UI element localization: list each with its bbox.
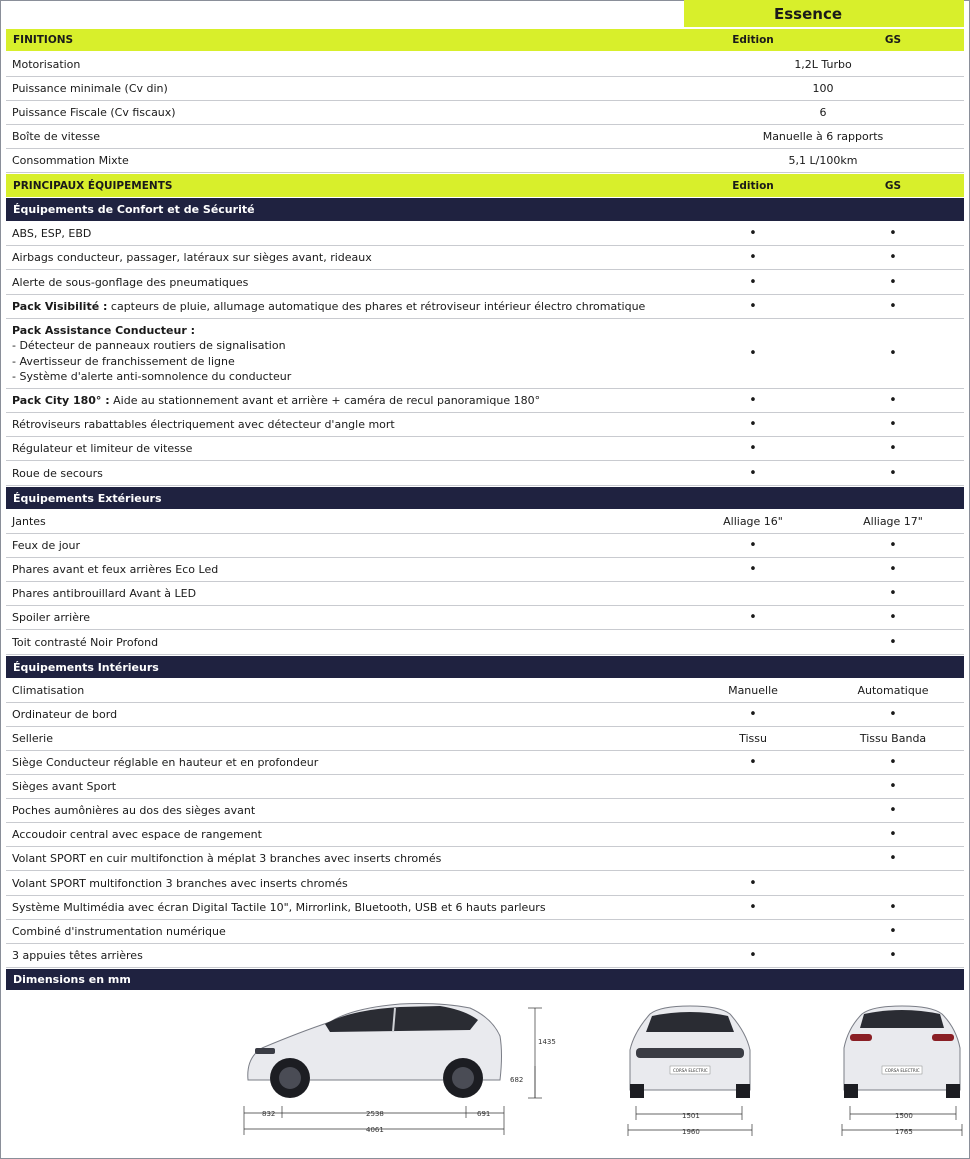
- gs-value: •: [889, 610, 897, 625]
- gs-value: [826, 871, 960, 895]
- gs-value: •: [889, 274, 897, 290]
- equipment-pack-title: Pack Assistance Conducteur :: [12, 323, 195, 337]
- col-gs: GS: [884, 179, 902, 192]
- equipment-label-text: [12, 636, 158, 649]
- equipment-row: [6, 558, 964, 582]
- dimension-drawings: [0, 992, 970, 1152]
- equipment-pack-line: - Système d'alerte anti-somnolence du conducteur: [12, 370, 292, 383]
- equipment-row: [6, 775, 964, 799]
- equipment-row: [6, 510, 964, 534]
- equipment-label-text: [12, 828, 262, 841]
- equipment-label-text: [12, 804, 255, 817]
- equipment-row: [6, 437, 964, 461]
- gs-value: •: [889, 538, 897, 553]
- equipment-label-text: [12, 732, 53, 745]
- gs-value: •: [889, 755, 897, 770]
- equipment-row: [6, 823, 964, 847]
- dim-front-width: 1960: [682, 1128, 700, 1136]
- equipment-row: [6, 944, 964, 968]
- equipment-text: Spoiler arrière: [12, 611, 91, 624]
- col-gs: GS: [884, 34, 902, 46]
- dim-ground: 682: [510, 1076, 524, 1084]
- spec-value: Manuelle à 6 rapports: [762, 130, 884, 143]
- spec-row: [6, 101, 964, 125]
- col-edition: Edition: [732, 179, 774, 192]
- section-dimensions: Dimensions en mm: [6, 969, 964, 990]
- spec-value: 1,2L Turbo: [794, 58, 852, 71]
- equipment-label: [12, 703, 117, 726]
- equipment-text: Volant SPORT multifonction 3 branches avec inserts chromés: [12, 876, 348, 890]
- gs-value: •: [889, 900, 897, 915]
- section-exterieurs: Équipements Extérieurs: [6, 487, 964, 509]
- equipment-row: [6, 871, 964, 896]
- equipment-row: [6, 222, 964, 246]
- equipment-label-text: [12, 467, 103, 480]
- equipment-label-text: [12, 442, 192, 455]
- equipment-row: [6, 703, 964, 727]
- car-side-view: [248, 1004, 502, 1099]
- spec-row: [6, 125, 964, 149]
- equipment-row: [6, 270, 964, 295]
- equipment-row: [6, 534, 964, 558]
- equipment-text: Phares antibrouillard Avant à LED: [12, 587, 197, 600]
- equipment-text: Roue de secours: [12, 466, 103, 480]
- equipment-label: [12, 437, 192, 460]
- equipment-text: Siège Conducteur réglable en hauteur et en profondeur: [12, 756, 319, 769]
- equipment-text: Climatisation: [12, 684, 85, 697]
- spec-value: 100: [812, 82, 834, 95]
- edition-value: •: [749, 610, 757, 625]
- edition-value: [686, 823, 820, 846]
- equipment-pack-title: Pack Visibilité :: [12, 300, 108, 313]
- equipment-label-text: [12, 611, 90, 624]
- edition-value: •: [749, 417, 757, 432]
- edition-value: Alliage 16": [723, 515, 783, 528]
- equipment-text: Aide au stationnement avant et arrière + caméra de recul panoramique 180°: [109, 394, 541, 407]
- equipment-label: [12, 727, 53, 750]
- equipment-row: [6, 606, 964, 630]
- edition-value: [686, 775, 820, 798]
- equipment-label: [12, 295, 645, 318]
- edition-value: •: [749, 707, 757, 722]
- equipment-row: [6, 751, 964, 775]
- gs-value: •: [889, 634, 897, 650]
- equipment-text: Volant SPORT en cuir multifonction à méplat 3 branches avec inserts chromés: [12, 852, 442, 865]
- edition-value: •: [749, 250, 757, 265]
- edition-value: Manuelle: [728, 684, 778, 697]
- edition-value: [686, 799, 820, 822]
- equipment-label-text: [12, 394, 540, 407]
- equipment-label-text: [12, 418, 395, 431]
- spec-row: [6, 149, 964, 173]
- equipment-label: [12, 413, 395, 436]
- gs-value: •: [889, 299, 897, 314]
- equipment-label: [12, 775, 116, 798]
- equipment-label: [12, 679, 84, 702]
- finitions-header: FINITIONS Edition GS: [6, 29, 964, 51]
- edition-value: •: [749, 393, 757, 408]
- gs-value: Alliage 17": [863, 515, 923, 528]
- col-edition: Edition: [732, 34, 774, 46]
- gs-value: •: [889, 779, 897, 794]
- edition-value: [686, 582, 820, 605]
- equipment-text: Alerte de sous-gonflage des pneumatiques: [12, 275, 249, 289]
- edition-value: •: [749, 226, 757, 241]
- gs-value: •: [889, 393, 897, 408]
- edition-value: [686, 920, 820, 943]
- equipment-label-text: [12, 925, 226, 938]
- fuel-type-header: Essence: [684, 0, 964, 27]
- equipment-label-text: [12, 780, 116, 793]
- equipment-pack-line: - Avertisseur de franchissement de ligne: [12, 354, 235, 368]
- equipment-label: [12, 799, 255, 822]
- spec-value: 6: [819, 106, 827, 119]
- front-badge: CORSA ELECTRIC: [673, 1068, 708, 1073]
- dim-length: 4061: [366, 1126, 384, 1134]
- edition-value: •: [749, 562, 757, 577]
- equipment-text: Régulateur et limiteur de vitesse: [12, 442, 193, 455]
- spec-label: Consommation Mixte: [12, 154, 129, 167]
- edition-value: •: [749, 900, 757, 915]
- equipment-row: [6, 896, 964, 920]
- equipment-label: [12, 389, 540, 412]
- dim-rear-overhang: 691: [477, 1110, 491, 1118]
- equipment-label-text: [12, 563, 218, 576]
- equipment-text: Combiné d'instrumentation numérique: [12, 925, 226, 938]
- gs-value: •: [889, 346, 897, 361]
- spec-label: Puissance Fiscale (Cv fiscaux): [12, 106, 176, 119]
- car-rear-view: [844, 1006, 960, 1098]
- dim-rear-width: 1765: [895, 1128, 913, 1136]
- gs-value: •: [889, 948, 897, 963]
- equipment-label-text: [12, 756, 318, 769]
- edition-value: [686, 847, 820, 870]
- gs-value: •: [889, 803, 897, 818]
- equipment-text: Feux de jour: [12, 539, 80, 552]
- gs-value: •: [889, 586, 897, 601]
- spec-label: Puissance minimale (Cv din): [12, 82, 168, 95]
- equipment-label-text: [12, 708, 117, 721]
- equipment-label: [12, 606, 90, 629]
- equipment-row: [6, 920, 964, 944]
- equipment-row: [6, 246, 964, 270]
- dim-front-track: 1501: [682, 1112, 700, 1120]
- equipment-label: [12, 751, 318, 774]
- equipment-label-text: [12, 852, 441, 865]
- equipment-row: [6, 295, 964, 319]
- equipment-text: Système Multimédia avec écran Digital Tactile 10", Mirrorlink, Bluetooth, USB et 6 hauts parleurs: [12, 901, 546, 914]
- equipment-label: [12, 896, 546, 919]
- car-front-view: [630, 1006, 750, 1098]
- dim-height: 1435: [538, 1038, 556, 1046]
- equipment-label: [12, 847, 441, 870]
- equipment-label: [12, 558, 218, 581]
- equipment-label: [12, 270, 248, 294]
- equipment-row: [6, 630, 964, 655]
- equipment-row: [6, 389, 964, 413]
- equipment-row: [6, 679, 964, 703]
- edition-value: •: [749, 465, 757, 481]
- equipment-label: [12, 222, 91, 245]
- equipment-label-text: [12, 901, 546, 914]
- gs-value: •: [889, 851, 897, 866]
- gs-value: •: [889, 827, 897, 842]
- equipment-label-text: [12, 251, 372, 264]
- gs-value: •: [889, 417, 897, 432]
- equipment-text: Rétroviseurs rabattables électriquement avec détecteur d'angle mort: [12, 418, 395, 431]
- edition-value: •: [749, 274, 757, 290]
- edition-value: Tissu: [739, 732, 767, 745]
- equipment-label: [12, 630, 158, 654]
- equipment-text: ABS, ESP, EBD: [12, 227, 92, 240]
- equipment-text: Sièges avant Sport: [12, 780, 117, 793]
- equipment-label: [12, 823, 262, 846]
- equipment-label: [12, 944, 143, 967]
- edition-value: •: [749, 948, 757, 963]
- equipment-label: [12, 920, 226, 943]
- equipment-text: Airbags conducteur, passager, latéraux sur sièges avant, rideaux: [12, 251, 372, 264]
- gs-value: •: [889, 562, 897, 577]
- equipment-text: capteurs de pluie, allumage automatique des phares et rétroviseur intérieur électro chromatique: [107, 300, 646, 313]
- equipment-pack-title: Pack City 180° :: [12, 394, 110, 407]
- edition-value: •: [749, 299, 757, 314]
- equipment-row: [6, 413, 964, 437]
- edition-value: •: [749, 755, 757, 770]
- dim-rear-track: 1500: [895, 1112, 913, 1120]
- equipment-label: [12, 534, 80, 557]
- gs-value: •: [889, 924, 897, 939]
- edition-value: •: [749, 346, 757, 361]
- equipment-label: [12, 582, 196, 605]
- edition-value: [686, 630, 820, 654]
- equipment-text: Sellerie: [12, 732, 53, 745]
- equipment-label: [12, 871, 348, 895]
- edition-value: •: [749, 875, 757, 891]
- gs-value: Automatique: [857, 684, 929, 697]
- equipment-label-text: [12, 300, 645, 313]
- edition-value: •: [749, 441, 757, 456]
- equipements-header: PRINCIPAUX ÉQUIPEMENTS Edition GS: [6, 174, 964, 197]
- section-interieurs: Équipements Intérieurs: [6, 656, 964, 678]
- equipment-label-text: [12, 684, 84, 697]
- gs-value: •: [889, 707, 897, 722]
- spec-label: Boîte de vitesse: [12, 130, 101, 143]
- rear-badge: CORSA ELECTRIC: [885, 1068, 920, 1073]
- equipment-label: [12, 246, 372, 269]
- equipment-label: [12, 319, 291, 388]
- equipment-row: [6, 319, 964, 389]
- equipment-text: Accoudoir central avec espace de rangement: [12, 828, 262, 841]
- gs-value: •: [889, 441, 897, 456]
- equipment-label-text: [12, 587, 196, 600]
- equipment-label-text: [12, 227, 91, 240]
- equipment-label: [12, 461, 103, 485]
- gs-value: Tissu Banda: [859, 732, 927, 745]
- equipment-row: [6, 727, 964, 751]
- equipment-row: [6, 847, 964, 871]
- dim-wheelbase: 2538: [366, 1110, 384, 1118]
- spec-label: Motorisation: [12, 58, 81, 71]
- equipment-pack-line: - Détecteur de panneaux routiers de signalisation: [12, 339, 286, 352]
- gs-value: •: [889, 465, 897, 481]
- equipment-row: [6, 582, 964, 606]
- equipment-row: [6, 799, 964, 823]
- equipment-text: Phares avant et feux arrières Eco Led: [12, 563, 219, 576]
- equipment-text: Ordinateur de bord: [12, 708, 118, 721]
- section-confort: Équipements de Confort et de Sécurité: [6, 198, 964, 221]
- dim-front-overhang: 832: [262, 1110, 276, 1118]
- spec-row: [6, 53, 964, 77]
- equipment-text: Poches aumônières au dos des sièges avant: [12, 804, 256, 817]
- gs-value: •: [889, 250, 897, 265]
- equipment-text: Toit contrasté Noir Profond: [12, 635, 159, 649]
- spec-value: 5,1 L/100km: [788, 154, 858, 167]
- edition-value: •: [749, 538, 757, 553]
- equipment-row: [6, 461, 964, 486]
- equipment-label: [12, 510, 46, 533]
- equipment-text: 3 appuies têtes arrières: [12, 949, 143, 962]
- equipment-label-text: [12, 276, 248, 289]
- equipment-label-text: [12, 949, 143, 962]
- equipment-label-text: [12, 877, 348, 890]
- equipment-label-text: [12, 539, 80, 552]
- equipment-text: Jantes: [12, 515, 46, 528]
- gs-value: •: [889, 226, 897, 241]
- spec-row: [6, 77, 964, 101]
- equipment-label-text: [12, 515, 46, 528]
